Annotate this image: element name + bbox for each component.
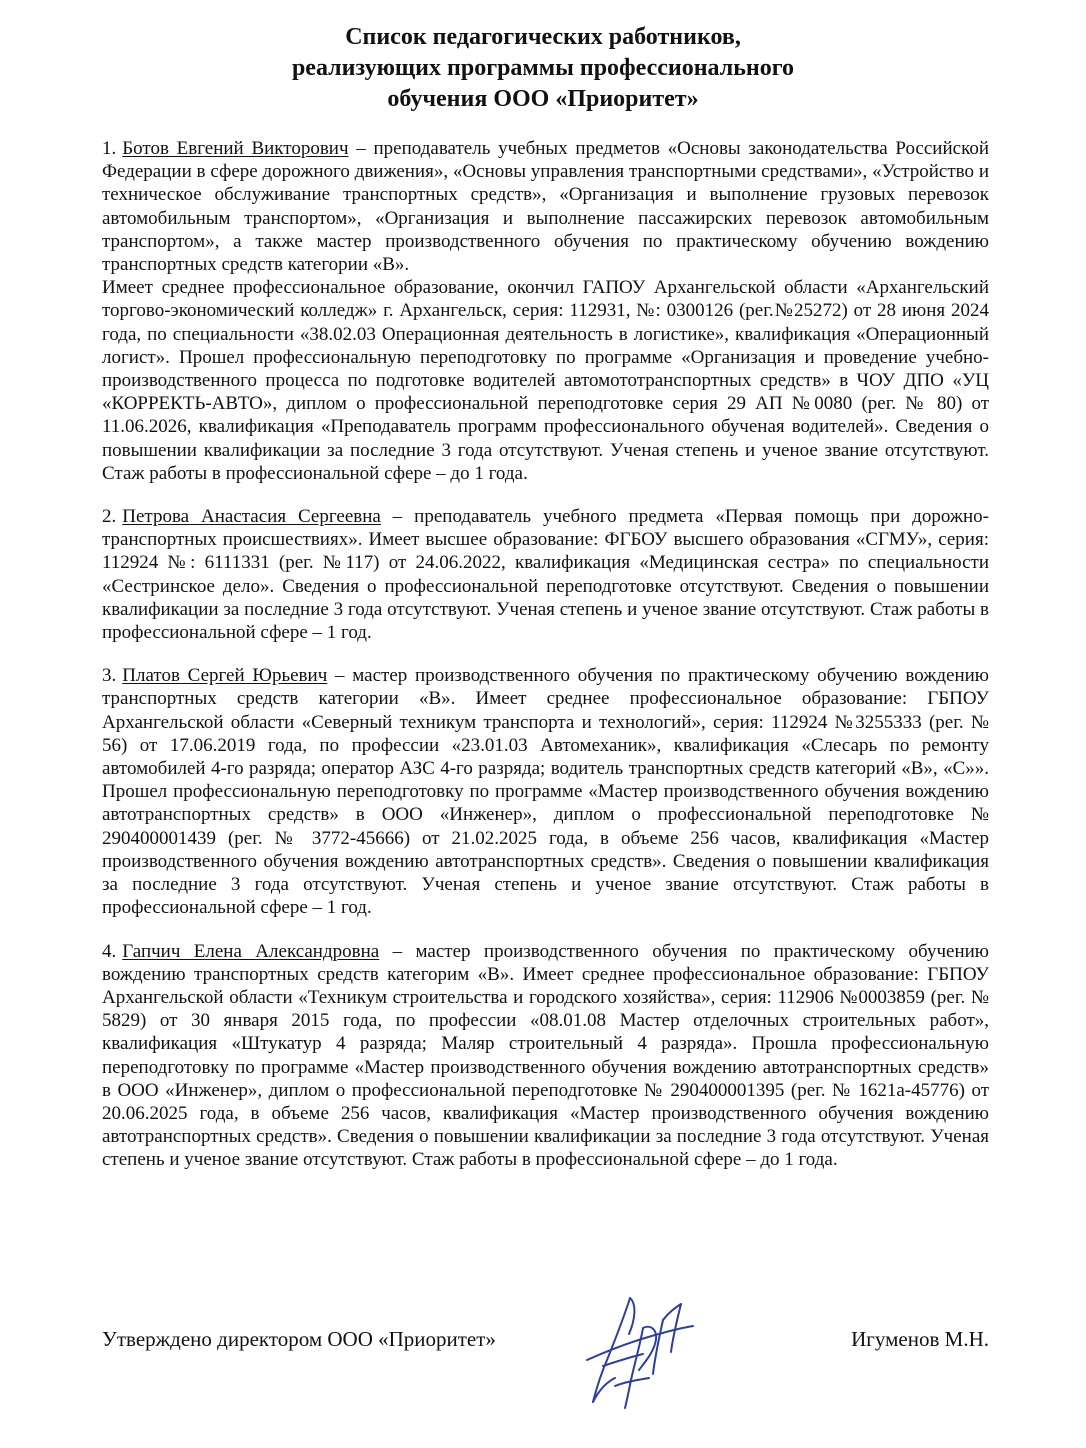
title-line-1: Список педагогических работников, xyxy=(345,24,741,50)
signature-image xyxy=(585,1290,695,1412)
director-name: Игуменов М.Н. xyxy=(851,1327,989,1351)
title-line-3: обучения ООО «Приоритет» xyxy=(387,86,699,112)
item-text: – мастер производственного обучения по практическому обучению вождению транспортных средств категории «В». Имеет среднее профессиональное образование: ГБПОУ Архангельской области «Северный техникум транспорта и технологий», серия: 112924 №3255333 (рег. № 56) от 17.06.2019 года, по профессии «23.01.03 Автомеханик», квалификация «Слесарь по ремонту автомобилей 4-го разряда; оператор АЗС 4-го разряда; водитель транспортных средств категорий «В», «С»». Прошел профессиональную переподготовку по программе «Мастер производственного обучения вождению автотранспортных средств» в ООО «Инженер», диплом о профессиональной переподготовке № 290400001439 (рег. № 3772-45666) от 21.02.2025 года, в объеме 256 часов, квалификация «Мастер производственного обучения вождению автотранспортных средств». Сведения о повышении квалификация за последние 3 года отсутствуют. Ученая степень и ученое звание отсутствуют. Стаж работы в профессиональной сфере – 1 год. xyxy=(102,665,989,919)
item-number: 2. xyxy=(102,506,117,528)
item-number: 1. xyxy=(102,138,117,159)
list-item-1-details: Имеет среднее профессиональное образование, окончил ГАПОУ Архангельской области «Архангельский торгово-экономический колледж» г. Архангельск, серия: 112931, №: 0300126 (рег.№25272) от 28 июня 2024 года, по специальности «38.02.03 Операционная деятельность в логистике», квалификация «Операционный логист». Прошел профессиональную переподготовку по программе «Организация и проведение учебно-производственного процесса по подготовке водителей автомототранспортных средств» в ЧОУ ДПО «УЦ «КОРРЕКТЬ-АВТО», диплом о профессиональной переподготовке серия 29 АП №0080 (рег. № 80) от 11.06.2026, квалификация «Преподаватель программ профессионального обученая водителей». Сведения о повышении квалификации за последние 3 года отсутствуют. Ученая степень и ученое звание отсутствуют. Стаж работы в профессиональной сфере – до 1 года. xyxy=(102,277,989,484)
approval-footer xyxy=(102,1325,989,1361)
item-number: 4. xyxy=(102,940,117,962)
item-text: – мастер производственного обучения по практическому обучению вождению транспортных средств категорим «В». Имеет среднее профессиональное образование: ГБПОУ Архангельской области «Техникум строительства и городского хозяйства», серия: 112906 №0003859 (рег. № 5829) от 30 января 2015 года, по профессии «08.01.08 Мастер отделочных строительных работ», квалификация «Штукатур 4 разряда; Маляр строительный 4 разряда». Прошла профессиональную переподготовку по программе «Мастер производственного обучения вождению автотранспортных средств» в ООО «Инженер», диплом о профессиональной переподготовке № 290400001395 (рег. № 1621а-45776) от 20.06.2025 года, в объеме 256 часов, квалификация «Мастер производственного обучения вождению автотранспортных средств». Сведения о повышении квалификации за последние 3 года отсутствуют. Ученая степень и ученое звание отсутствуют. Стаж работы в профессиональной сфере – до 1 года. xyxy=(102,940,989,1171)
list-item-1 xyxy=(102,137,989,276)
teacher-name: Гапчич Елена Александровна xyxy=(122,940,380,962)
list-item-2 xyxy=(102,505,989,644)
teacher-name: Платов Сергей Юрьевич xyxy=(122,665,328,687)
document-title xyxy=(0,22,1086,115)
item-text: – преподаватель учебного предмета «Первая помощь при дорожно-транспортных происшествиях». Имеет высшее образование: ФГБОУ высшего образования «СГМУ», серия: 112924 №: 6111331 (рег. №117) от 24.06.2022, квалификация «Медицинская сестра» по специальности «Сестринское дело». Сведения о профессиональной переподготовке отсутствуют. Сведения о повышении квалификации за последние 3 года отсутствуют. Ученая степень и ученое звание отсутствуют. Стаж работы в профессиональной сфере – 1 год. xyxy=(102,506,989,644)
item-text: – преподаватель учебных предметов «Основы законодательства Российской Федерации в сфере дорожного движения», «Основы управления транспортными средствами», «Устройство и техническое обслуживание транспортных средств», «Организация и выполнение грузовых перевозок автомобильным транспортом», «Организация и выполнение пассажирских перевозок автомобильным транспортом», а также мастер производственного обучения по практическому обучению вождению транспортных средств категории «В». xyxy=(102,138,990,276)
list-item-3 xyxy=(102,664,989,919)
teacher-name: Петрова Анастасия Сергеевна xyxy=(122,506,381,528)
approval-text: Утверждено директором ООО «Приоритет» xyxy=(102,1327,496,1351)
document-body xyxy=(102,137,989,1172)
teacher-name: Ботов Евгений Викторович xyxy=(122,138,349,159)
title-line-2: реализующих программы профессионального xyxy=(291,55,795,81)
list-item-4 xyxy=(102,940,989,1172)
item-number: 3. xyxy=(102,665,117,687)
